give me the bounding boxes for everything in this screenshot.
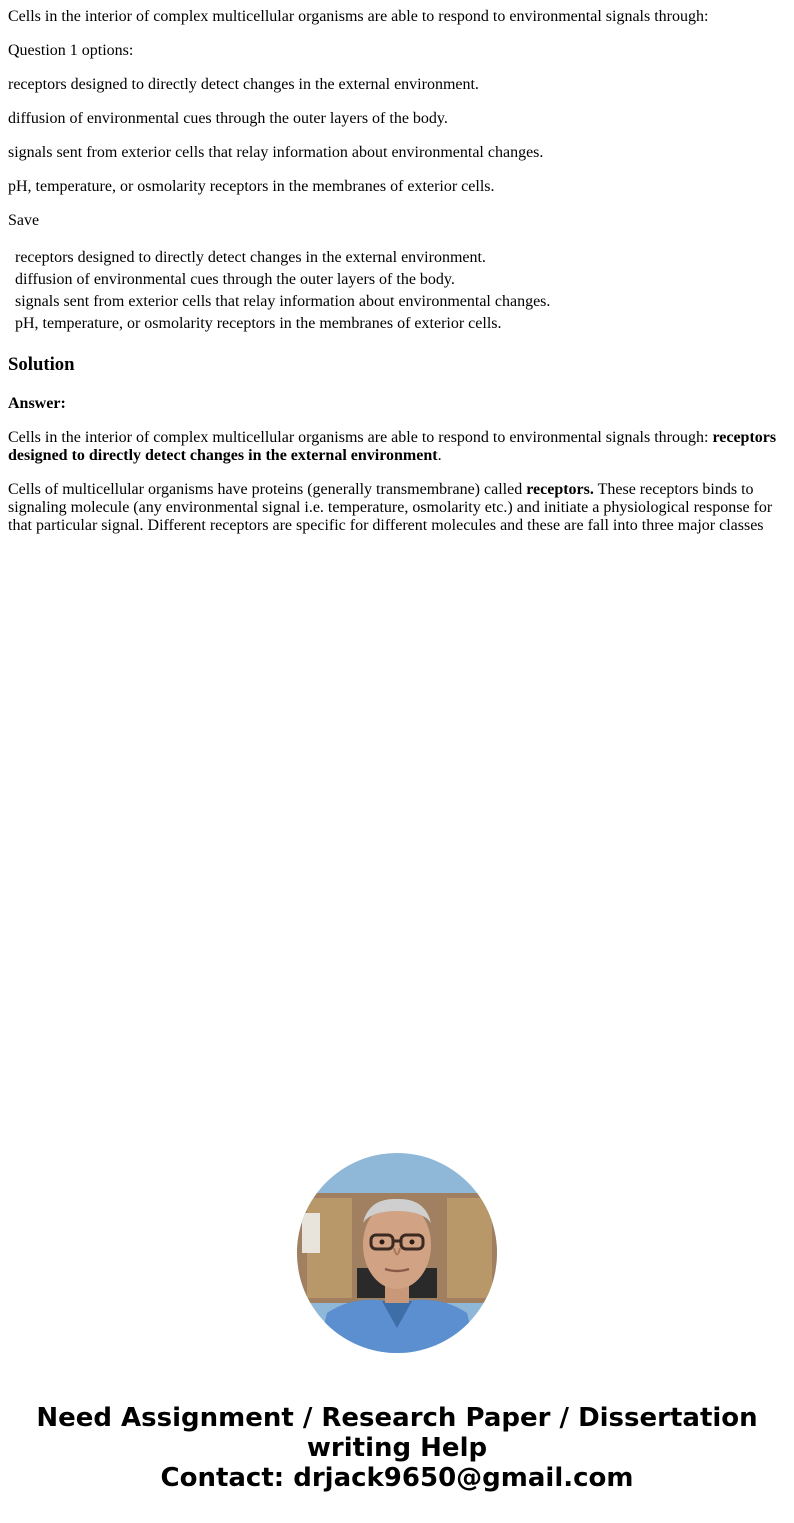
promo-line: Need Assignment / Research Paper / Dissertation <box>36 1403 758 1433</box>
promo-contact: Contact: drjack9650@gmail.com <box>160 1463 634 1493</box>
promo-line: writing Help <box>306 1433 488 1463</box>
option-text: diffusion of environmental cues through the outer layers of the body. <box>8 110 448 127</box>
option-cell: receptors designed to directly detect changes in the external environment. <box>15 249 486 266</box>
explanation-prefix: Cells of multicellular organisms have proteins (generally transmembrane) called <box>8 481 527 498</box>
explanation-suffix: These receptors binds to signaling molecule (any environmental signal i.e. temperature, osmolarity etc.) and initiate a physiological response for that particular signal. Different receptors are specific for different molecules and these are fall into three major classes <box>8 481 773 534</box>
solution-heading: Solution <box>8 354 75 375</box>
option-text: signals sent from exterior cells that relay information about environmental changes. <box>8 144 544 161</box>
answer-prefix: Cells in the interior of complex multicellular organisms are able to respond to environmental signals through: <box>8 429 713 446</box>
option-cell: signals sent from exterior cells that relay information about environmental changes. <box>15 293 551 310</box>
answer-text <box>8 429 786 465</box>
answer-label: Answer: <box>8 395 66 412</box>
option-text: pH, temperature, or osmolarity receptors in the membranes of exterior cells. <box>8 178 495 195</box>
promo-banner <box>0 1403 794 1493</box>
person-portrait-icon <box>297 1153 497 1353</box>
explanation-text <box>8 481 786 535</box>
explanation-bold: receptors. <box>526 481 594 498</box>
question-text: Cells in the interior of complex multicellular organisms are able to respond to environmental signals through: <box>8 8 709 25</box>
table-row <box>10 248 555 268</box>
options-table <box>8 246 557 336</box>
table-row <box>10 292 555 312</box>
option-cell: diffusion of environmental cues through the outer layers of the body. <box>15 271 455 288</box>
answer-suffix: . <box>437 447 442 464</box>
answer-bold: receptors designed to directly detect changes in the external environment <box>8 429 777 464</box>
options-heading: Question 1 options: <box>8 42 134 59</box>
option-cell: pH, temperature, or osmolarity receptors in the membranes of exterior cells. <box>15 315 502 332</box>
table-row <box>10 314 555 334</box>
save-text: Save <box>8 212 40 229</box>
table-row <box>10 270 555 290</box>
option-text: receptors designed to directly detect changes in the external environment. <box>8 76 479 93</box>
